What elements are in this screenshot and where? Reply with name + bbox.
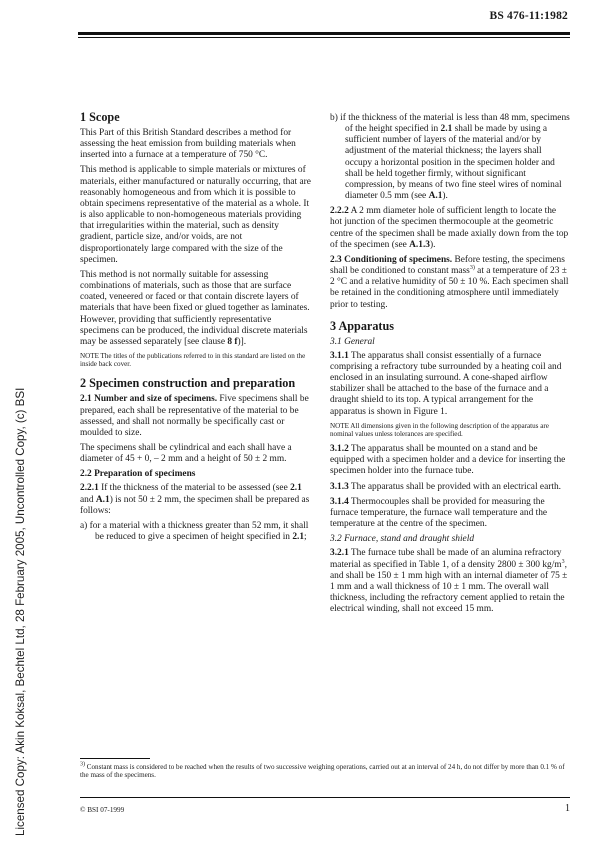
- scope-paragraph-2: This method is applicable to simple materials or mixtures of materials, either manufactured or naturally occurring, that are reasonably homogeneous and from which it is possible to obtain specimens representative of the material as a whole. It is also applicable to non-homogeneous materials providing that irregularities within the material, such as density gradient, particle size, and/or voids, are not disproportionately large compared with the size of the specimen.: [80, 165, 311, 265]
- footnote-rule: [80, 758, 150, 759]
- copyright: © BSI 07-1999: [80, 806, 125, 814]
- clause-2-2-1: 2.2.1 If the thickness of the material to be assessed (see 2.1 and A.1) is not 50 ± 2 mm, the specimen shall be prepared as follows:: [80, 483, 310, 516]
- clause-2-3: 2.3 Conditioning of specimens. Before testing, the specimens shall be conditioned to constant mass$^{3)}$ at a temperature of 23 ± 2 °C and a relative humidity of 50 ± 10 %. Each specimen shall be retained in the conditioning atmosphere until immediately prior to testing.: [330, 254, 569, 310]
- clause-3-1-3: 3.1.3 The apparatus shall be provided with an electrical earth.: [330, 481, 561, 492]
- clause-3-2-heading: 3.2 Furnace, stand and draught shield: [330, 534, 475, 545]
- section-2-heading: 2 Specimen construction and preparation: [80, 376, 296, 391]
- right-column: [330, 113, 570, 619]
- section-3-heading: 3 Apparatus: [330, 318, 395, 333]
- clause-reference: 8 f: [227, 336, 238, 347]
- header-rule-thin: [78, 37, 570, 38]
- clause-2-2-heading: 2.2 Preparation of specimens: [80, 469, 196, 480]
- scope-note: NOTE The titles of the publications referred to in this standard are listed on the inside back cover.: [80, 351, 306, 369]
- clause-2-1-dimensions: The specimens shall be cylindrical and each shall have a diameter of 45 + 0, – 2 mm and a height of 50 ± 2 mm.: [80, 443, 292, 465]
- clause-3-2-1: 3.2.1 The furnace tube shall be made of an alumina refractory material as specified in Table 1, of a density 2800 ± 300 $kg/m^3$, and shall be 150 ± 1 mm high with an internal diameter of 75 ± 1 mm and a wall thickness of 10 ± 1 mm. The overall wall thickness, including the refractory cement applied to retain the electrical winding, shall not exceed 15 mm.: [330, 548, 568, 615]
- scope-heading: 1 Scope: [80, 110, 120, 124]
- footnote: $^{3)}$ Constant mass is considered to be reached when the results of two successive weighing operations, carried out at an interval of 24 h, do not differ by more than 0.1 % of the mass of the specimens.: [80, 761, 565, 780]
- clause-3-1-1: 3.1.1 The apparatus shall consist essentially of a furnace comprising a refractory tube surrounded by a heating coil and enclosed in an insulating surround. A cone-shaped airflow stabilizer shall be attached to the base of the furnace and a draught shield to its top. A typical arrangement for the apparatus is shown in Figure 1.: [330, 350, 562, 417]
- left-column: [80, 110, 311, 547]
- list-item-a: a) for a material with a thickness greater than 52 mm, it shall be reduced to give a specimen of height specified in 2.1;: [80, 520, 309, 543]
- clause-3-1-heading: 3.1 General: [330, 336, 375, 347]
- footnote-marker: 3): [469, 264, 475, 271]
- license-stamp-text: Licensed Copy: Akin Koksal, Bechtel Ltd, 28 February 2005, Uncontrolled Copy, (c) BSI: [14, 387, 27, 836]
- scope-paragraph-1: This Part of this British Standard describes a method for assessing the heat emission from building materials when inserted into a furnace at a temperature of 750 °C.: [80, 128, 296, 161]
- page-number: 1: [565, 803, 570, 814]
- apparatus-note: NOTE All dimensions given in the following description of the apparatus are nominal values unless tolerances are specified.: [330, 421, 549, 438]
- scope-paragraph-3: This method is not normally suitable for assessing combinations of materials, such as those that are surface coated, veneered or faced or that contain discrete layers of materials that have been fixed or glued together as laminates. However, providing that sufficiently representative specimens can be produced, the individual discrete materials may be assessed separately [see clause 8 f)].: [80, 269, 310, 347]
- license-stamp: [0, 0, 27, 842]
- standard-number: BS 476-11:1982: [489, 10, 568, 22]
- footer-rule: [80, 797, 570, 798]
- clause-2-2-2: 2.2.2 A 2 mm diameter hole of sufficient length to locate the hot junction of the specimen thermocouple at the geometric centre of the specimen shall be made axially down from the top of the specimen (see A.1.3).: [330, 206, 569, 250]
- clause-2-1: 2.1 Number and size of specimens. Five specimens shall be prepared, each shall be representative of the material to be assessed, and shall not normally be specifically cast or moulded to size.: [80, 394, 309, 438]
- header-rule-thick: [78, 32, 570, 35]
- clause-3-1-2: 3.1.2 The apparatus shall be mounted on a stand and be equipped with a specimen holder and a device for inserting the specimen holder into the furnace tube.: [330, 444, 566, 477]
- clause-3-1-4: 3.1.4 Thermocouples shall be provided for measuring the furnace temperature, the furnace wall temperature and the temperature at the centre of the specimen.: [330, 496, 548, 530]
- list-item-b: b) if the thickness of the material is less than 48 mm, specimens of the height specified in 2.1 shall be made by using a sufficient number of layers of the material and/or by adjustment of the material thickness; the layers shall occupy a horizontal position in the specimen holder and shall be held together firmly, without significant compression, by means of two fine steel wires of nominal diameter 0.5 mm (see A.1).: [330, 113, 570, 202]
